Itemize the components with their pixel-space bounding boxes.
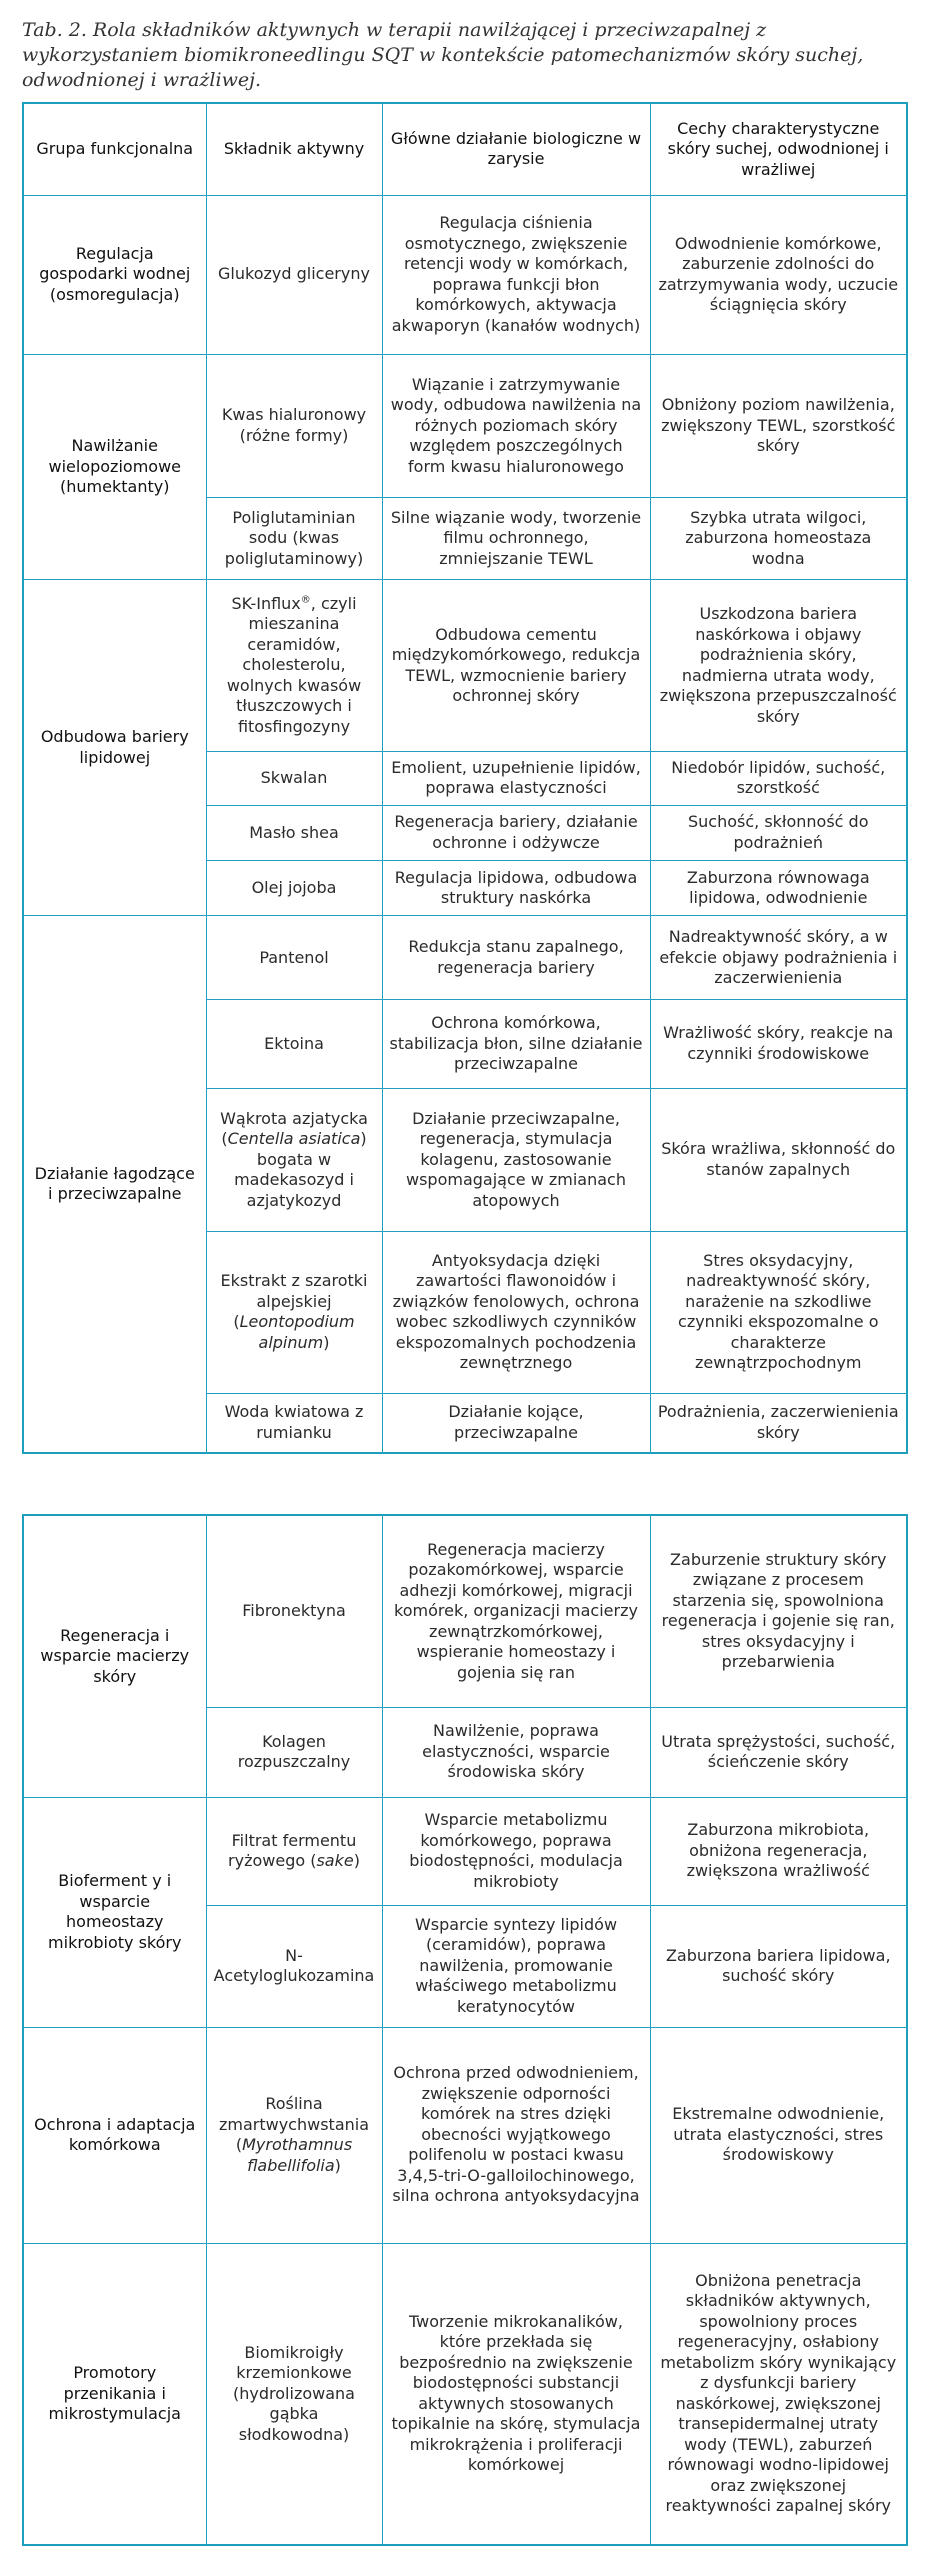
- ingredient-cell: Masło shea: [206, 805, 382, 860]
- action-cell: Wsparcie metabolizmu komórkowego, poprawa biodostępności, modulacja mikrobioty: [382, 1797, 650, 1905]
- ingredient-cell: N-Acetyloglukozamina: [206, 1905, 382, 2027]
- table-row: [23, 195, 907, 354]
- group-cell: Odbudowa bariery lipidowej: [23, 580, 206, 916]
- action-cell: Tworzenie mikrokanalików, które przekłada się bezpośrednio na zwiększenie biodostępności substancji aktywnych stosowanych topikalnie na skórę, stymulacja mikrokrążenia i proliferacji komórkowej: [382, 2243, 650, 2545]
- group-cell: Bioferment y i wsparcie homeostazy mikrobioty skóry: [23, 1797, 206, 2027]
- ingredient-cell: Ektoina: [206, 1000, 382, 1088]
- features-cell: Uszkodzona bariera naskórkowa i objawy podrażnienia skóry, nadmierna utrata wody, zwiększona przepuszczalność skóry: [650, 580, 907, 752]
- action-cell: Wsparcie syntezy lipidów (ceramidów), poprawa nawilżenia, promowanie właściwego metabolizmu keratynocytów: [382, 1905, 650, 2027]
- action-cell: Wiązanie i zatrzymywanie wody, odbudowa nawilżenia na różnych poziomach skóry względem poszczególnych form kwasu hialuronowego: [382, 354, 650, 498]
- header-features: Cechy charakterystyczne skóry suchej, odwodnionej i wrażliwej: [650, 103, 907, 195]
- features-cell: Wrażliwość skóry, reakcje na czynniki środowiskowe: [650, 1000, 907, 1088]
- header-ingredient: Składnik aktywny: [206, 103, 382, 195]
- table-row: [23, 916, 907, 1000]
- features-cell: Stres oksydacyjny, nadreaktywność skóry, narażenie na szkodliwe czynniki ekspozomalne o charakterze zewnątrzpochodnym: [650, 1232, 907, 1394]
- features-cell: Obniżony poziom nawilżenia, zwiększony TEWL, szorstkość skóry: [650, 354, 907, 498]
- group-cell: Ochrona i adaptacja komórkowa: [23, 2027, 206, 2243]
- ingredient-cell: Poliglutaminian sodu (kwas poliglutaminowy): [206, 498, 382, 580]
- features-cell: Podrażnienia, zaczerwienienia skóry: [650, 1393, 907, 1453]
- ingredient-cell: Ekstrakt z szarotki alpejskiej (Leontopodium alpinum): [206, 1232, 382, 1394]
- features-cell: Ekstremalne odwodnienie, utrata elastyczności, stres środowiskowy: [650, 2027, 907, 2243]
- ingredient-cell: Pantenol: [206, 916, 382, 1000]
- group-cell: Promotory przenikania i mikrostymulacja: [23, 2243, 206, 2545]
- action-cell: Redukcja stanu zapalnego, regeneracja bariery: [382, 916, 650, 1000]
- features-cell: Zaburzenie struktury skóry związane z procesem starzenia się, spowolniona regeneracja i gojenie się ran, stres oksydacyjny i przebarwienia: [650, 1515, 907, 1707]
- features-cell: Zaburzona bariera lipidowa, suchość skóry: [650, 1905, 907, 2027]
- action-cell: Regulacja lipidowa, odbudowa struktury naskórka: [382, 860, 650, 915]
- action-cell: Ochrona komórkowa, stabilizacja błon, silne działanie przeciwzapalne: [382, 1000, 650, 1088]
- action-cell: Regeneracja bariery, działanie ochronne i odżywcze: [382, 805, 650, 860]
- action-cell: Emolient, uzupełnienie lipidów, poprawa elastyczności: [382, 752, 650, 805]
- group-cell: Regeneracja i wsparcie macierzy skóry: [23, 1515, 206, 1797]
- ingredient-cell: Filtrat fermentu ryżowego (sake): [206, 1797, 382, 1905]
- header-action: Główne działanie biologiczne w zarysie: [382, 103, 650, 195]
- ingredients-table-part-1: [22, 102, 908, 1454]
- ingredient-cell: Fibronektyna: [206, 1515, 382, 1707]
- ingredient-cell: Kwas hialuronowy (różne formy): [206, 354, 382, 498]
- ingredient-cell: Olej jojoba: [206, 860, 382, 915]
- table-header-row: [23, 103, 907, 195]
- ingredient-cell: Skwalan: [206, 752, 382, 805]
- features-cell: Odwodnienie komórkowe, zaburzenie zdolności do zatrzymywania wody, uczucie ściągnięcia skóry: [650, 195, 907, 354]
- action-cell: Działanie kojące, przeciwzapalne: [382, 1393, 650, 1453]
- features-cell: Nadreaktywność skóry, a w efekcie objawy podrażnienia i zaczerwienienia: [650, 916, 907, 1000]
- action-cell: Silne wiązanie wody, tworzenie filmu ochronnego, zmniejszanie TEWL: [382, 498, 650, 580]
- ingredient-cell: Biomikroigły krzemionkowe (hydrolizowana gąbka słodkowodna): [206, 2243, 382, 2545]
- action-cell: Antyoksydacja dzięki zawartości flawonoidów i związków fenolowych, ochrona wobec szkodliwych czynników ekspozomalnych pochodzenia zewnętrznego: [382, 1232, 650, 1394]
- group-cell: Nawilżanie wielopoziomowe (humektanty): [23, 354, 206, 580]
- ingredients-table-part-2: [22, 1514, 908, 2546]
- table-row: [23, 1797, 907, 1905]
- table-row: [23, 1515, 907, 1707]
- action-cell: Regeneracja macierzy pozakomórkowej, wsparcie adhezji komórkowej, migracji komórek, organizacji macierzy zewnątrzkomórkowej, wspieranie homeostazy i gojenia się ran: [382, 1515, 650, 1707]
- features-cell: Suchość, skłonność do podrażnień: [650, 805, 907, 860]
- header-group: Grupa funkcjonalna: [23, 103, 206, 195]
- table-caption: Tab. 2. Rola składników aktywnych w terapii nawilżającej i przeciwzapalnej z wykorzystaniem biomikroneedlingu SQT w kontekście patomechanizmów skóry suchej, odwodnionej i wrażliwej.: [22, 19, 864, 91]
- features-cell: Utrata sprężystości, suchość, ścieńczenie skóry: [650, 1707, 907, 1797]
- ingredient-cell: Wąkrota azjatycka (Centella asiatica) bogata w madekasozyd i azjatykozyd: [206, 1088, 382, 1232]
- group-cell: Działanie łagodzące i przeciwzapalne: [23, 916, 206, 1453]
- features-cell: Obniżona penetracja składników aktywnych, spowolniony proces regeneracyjny, osłabiony metabolizm skóry wynikający z dysfunkcji bariery naskórkowej, zwiększonej transepidermalnej utraty wody (TEWL), zaburzeń równowagi wodno-lipidowej oraz zwiększonej reaktywności zapalnej skóry: [650, 2243, 907, 2545]
- features-cell: Szybka utrata wilgoci, zaburzona homeostaza wodna: [650, 498, 907, 580]
- action-cell: Nawilżenie, poprawa elastyczności, wsparcie środowiska skóry: [382, 1707, 650, 1797]
- features-cell: Zaburzona mikrobiota, obniżona regeneracja, zwiększona wrażliwość: [650, 1797, 907, 1905]
- ingredient-cell: Kolagen rozpuszczalny: [206, 1707, 382, 1797]
- features-cell: Niedobór lipidów, suchość, szorstkość: [650, 752, 907, 805]
- ingredient-cell: SK-Influx®, czyli mieszanina ceramidów, cholesterolu, wolnych kwasów tłuszczowych i fitosfingozyny: [206, 580, 382, 752]
- table-row: [23, 2243, 907, 2545]
- action-cell: Odbudowa cementu międzykomórkowego, redukcja TEWL, wzmocnienie bariery ochronnej skóry: [382, 580, 650, 752]
- features-cell: Zaburzona równowaga lipidowa, odwodnienie: [650, 860, 907, 915]
- table-row: [23, 2027, 907, 2243]
- table-row: [23, 580, 907, 752]
- features-cell: Skóra wrażliwa, skłonność do stanów zapalnych: [650, 1088, 907, 1232]
- ingredient-cell: Woda kwiatowa z rumianku: [206, 1393, 382, 1453]
- ingredient-cell: Glukozyd gliceryny: [206, 195, 382, 354]
- action-cell: Działanie przeciwzapalne, regeneracja, stymulacja kolagenu, zastosowanie wspomagające w zmianach atopowych: [382, 1088, 650, 1232]
- group-cell: Regulacja gospodarki wodnej (osmoregulacja): [23, 195, 206, 354]
- table-row: [23, 354, 907, 498]
- action-cell: Regulacja ciśnienia osmotycznego, zwiększenie retencji wody w komórkach, poprawa funkcji błon komórkowych, aktywacja akwaporyn (kanałów wodnych): [382, 195, 650, 354]
- ingredient-cell: Roślina zmartwychwstania (Myrothamnus flabellifolia): [206, 2027, 382, 2243]
- action-cell: Ochrona przed odwodnieniem, zwiększenie odporności komórek na stres dzięki obecności wyjątkowego polifenolu w postaci kwasu 3,4,5-tri-O-galloilochinowego, silna ochrona antyoksydacyjna: [382, 2027, 650, 2243]
